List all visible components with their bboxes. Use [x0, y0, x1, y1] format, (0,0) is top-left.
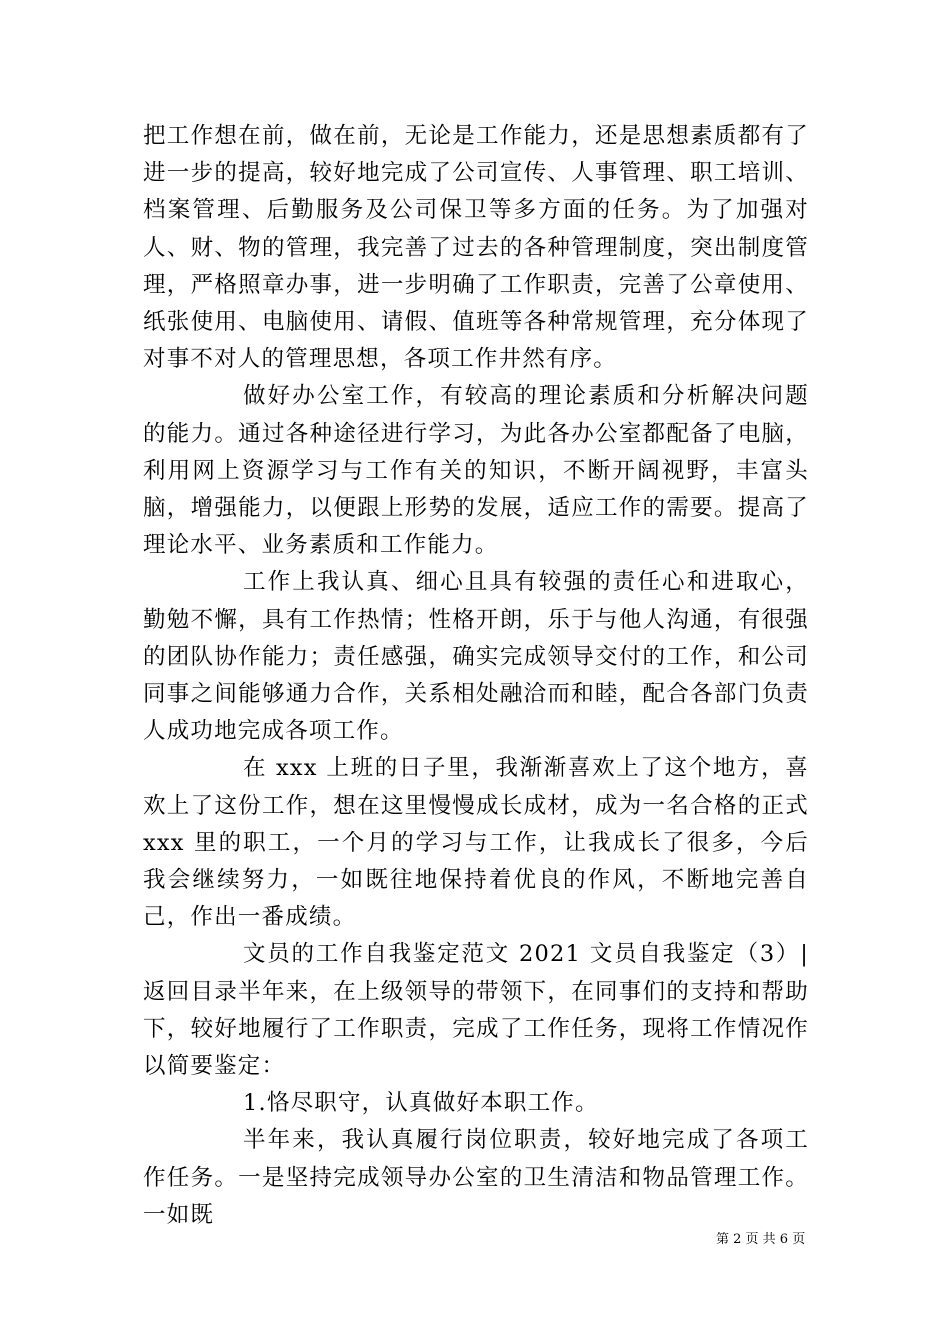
paragraph-section-heading: 文员的工作自我鉴定范文 2021 文员自我鉴定（3）|返回目录半年来，在上级领导的带领下，在同事们的支持和帮助下，较好地履行了工作职责，完成了工作任务，现将工作情况作以简要鉴定： [143, 941, 809, 1080]
page-number: 第 2 页 共 6 页 [716, 1232, 806, 1247]
paragraph-continuation: 把工作想在前，做在前，无论是工作能力，还是思想素质都有了进一步的提高，较好地完成了公司宣传、人事管理、职工培训、档案管理、后勤服务及公司保卫等多方面的任务。为了加强对人、财、物的管理，我完善了过去的各种管理制度，突出制度管理，严格照章办事，进一步明确了工作职责，完善了公章使用、纸张使用、电脑使用、请假、值班等各种常规管理，充分体现了对事不对人的管理思想，各项工作井然有序。 [143, 123, 809, 373]
paragraph-xxx-experience: 在 xxx 上班的日子里，我渐渐喜欢上了这个地方，喜欢上了这份工作，想在这里慢慢成长成材，成为一名合格的正式 xxx 里的职工，一个月的学习与工作，让我成长了很多，今后我会继续努力，一如既往地保持着优良的作风，不断地完善自己，作出一番成绩。 [143, 755, 809, 931]
document-body [143, 118, 809, 1234]
paragraph-half-year: 半年来，我认真履行岗位职责，较好地完成了各项工作任务。一是坚持完成领导办公室的卫生清洁和物品管理工作。一如既 [143, 1127, 809, 1228]
paragraph-list-item-1: 1.恪尽职守，认真做好本职工作。 [243, 1090, 599, 1117]
paragraph-work-attitude: 工作上我认真、细心且具有较强的责任心和进取心，勤勉不懈，具有工作热情；性格开朗，乐于与他人沟通，有很强的团队协作能力；责任感强，确实完成领导交付的工作，和公司同事之间能够通力合作，关系相处融洽而和睦，配合各部门负责人成功地完成各项工作。 [143, 569, 809, 745]
paragraph-office-work: 做好办公室工作，有较高的理论素质和分析解决问题的能力。通过各种途径进行学习，为此各办公室都配备了电脑，利用网上资源学习与工作有关的知识，不断开阔视野，丰富头脑，增强能力，以便跟上形势的发展，适应工作的需要。提高了理论水平、业务素质和工作能力。 [143, 383, 809, 559]
